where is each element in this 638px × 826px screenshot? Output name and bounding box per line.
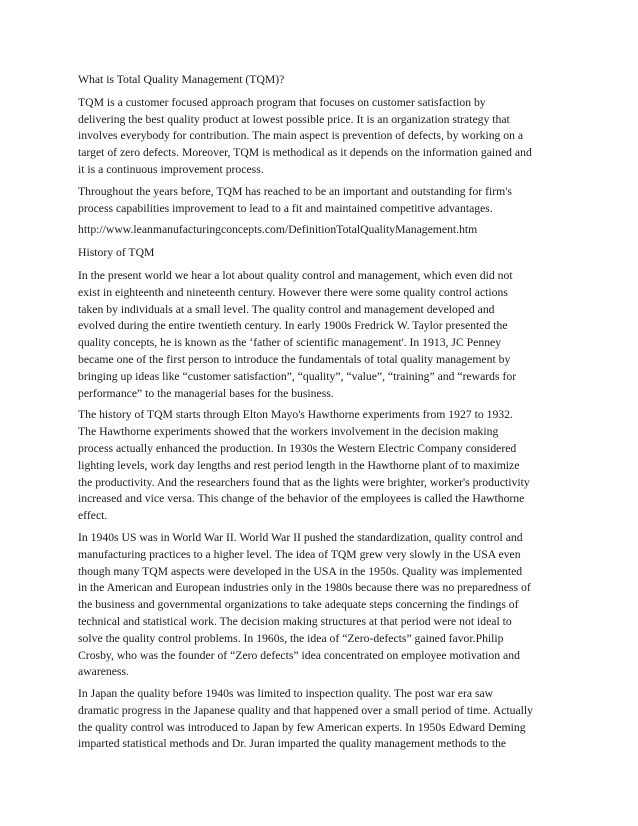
paragraph-definition [78,95,568,179]
text-line: the quality control was introduced to Japan by few American experts. In 1950s Edward Deming [78,720,526,734]
reference-link: http://www.leanmanufacturingconcepts.com/DefinitionTotalQualityManagement.htm [78,223,478,237]
history-heading: History of TQM [78,246,155,260]
text-line: in the American and European industries only in the 1980s because there was no preparedness of [78,581,531,595]
text-line: increased and vice versa. This change of the behavior of the employees is called the Hawthorne [78,492,525,506]
text-line: process capabilities improvement to lead to a fit and maintained competitive advantages. [78,201,493,215]
text-line: quality concepts, he is known as the ‘father of scientific management'. In 1913, JC Penney [78,336,502,350]
text-line: In Japan the quality before 1940s was limited to inspection quality. The post war era saw [78,687,494,701]
text-line: technical and statistical work. The decision making structures at that period were not ideal to [78,614,512,628]
paragraph-japan [78,686,568,753]
text-line: In the present world we hear a lot about quality control and management, which even did not [78,268,513,282]
text-line: Crosby, who was the founder of “Zero defects” idea concentrated on employee motivation and [78,648,520,662]
text-line: exist in eighteenth and nineteenth century. However there were some quality control actions [78,285,508,299]
text-line: manufacturing practices to a higher level. The idea of TQM grew very slowly in the USA even [78,547,521,561]
text-line: dramatic progress in the Japanese quality and that happened over a small period of time. Actually [78,703,534,717]
text-line: involves everybody for contribution. The main aspect is prevention of defects, by working on a [78,129,524,143]
text-line: In 1940s US was in World War II. World War II pushed the standardization, quality control and [78,530,523,544]
text-line: solve the quality control problems. In 1960s, the idea of “Zero-defects” gained favor.Philip [78,631,504,645]
text-line: TQM is a customer focused approach program that focuses on customer satisfaction by [78,95,486,109]
text-line: it is a continuous improvement process. [78,162,264,176]
text-line: though many TQM aspects were developed in the USA in the 1950s. Quality was implemented [78,564,523,578]
text-line: the business and governmental organizations to take adequate steps concerning the findings of [78,598,519,612]
text-line: taken by individuals at a small level. The quality control and management developed and [78,302,495,316]
text-line: Throughout the years before, TQM has reached to be an important and outstanding for firm's [78,184,512,198]
text-line: bringing up ideas like “customer satisfaction”, “quality”, “value”, “training” and “rewards for [78,369,517,383]
text-line: became one of the first person to introduce the fundamentals of total quality management by [78,352,511,366]
text-line: process actually enhanced the production. In 1930s the Western Electric Company considered [78,441,517,455]
text-line: The Hawthorne experiments showed that the workers involvement in the decision making [78,425,499,439]
paragraph-present-world [78,268,568,402]
text-line: evolved during the entire twentieth century. In early 1900s Fredrick W. Taylor presented the [78,319,508,333]
text-line: the productivity. And the researchers found that as the lights were brighter, worker's productivity [78,475,530,489]
document-title: What is Total Quality Management (TQM)? [78,73,285,86]
text-line: lighting levels, work day lengths and rest period length in the Hawthorne plant of to maximize [78,458,520,472]
text-line: delivering the best quality product at lowest possible price. It is an organization strategy that [78,112,510,126]
paragraph-throughout [78,184,568,218]
text-line: awareness. [78,665,129,679]
paragraph-hawthorne [78,407,568,525]
text-line: performance” to the managerial bases for the business. [78,386,334,400]
paragraph-1940s [78,530,568,681]
text-line: effect. [78,509,108,523]
document-page [78,72,568,758]
text-line: The history of TQM starts through Elton Mayo's Hawthorne experiments from 1927 to 1932. [78,408,513,422]
text-line: imparted statistical methods and Dr. Juran imparted the quality management methods to the [78,737,507,751]
text-line: target of zero defects. Moreover, TQM is methodical as it depends on the information gained and [78,146,532,160]
